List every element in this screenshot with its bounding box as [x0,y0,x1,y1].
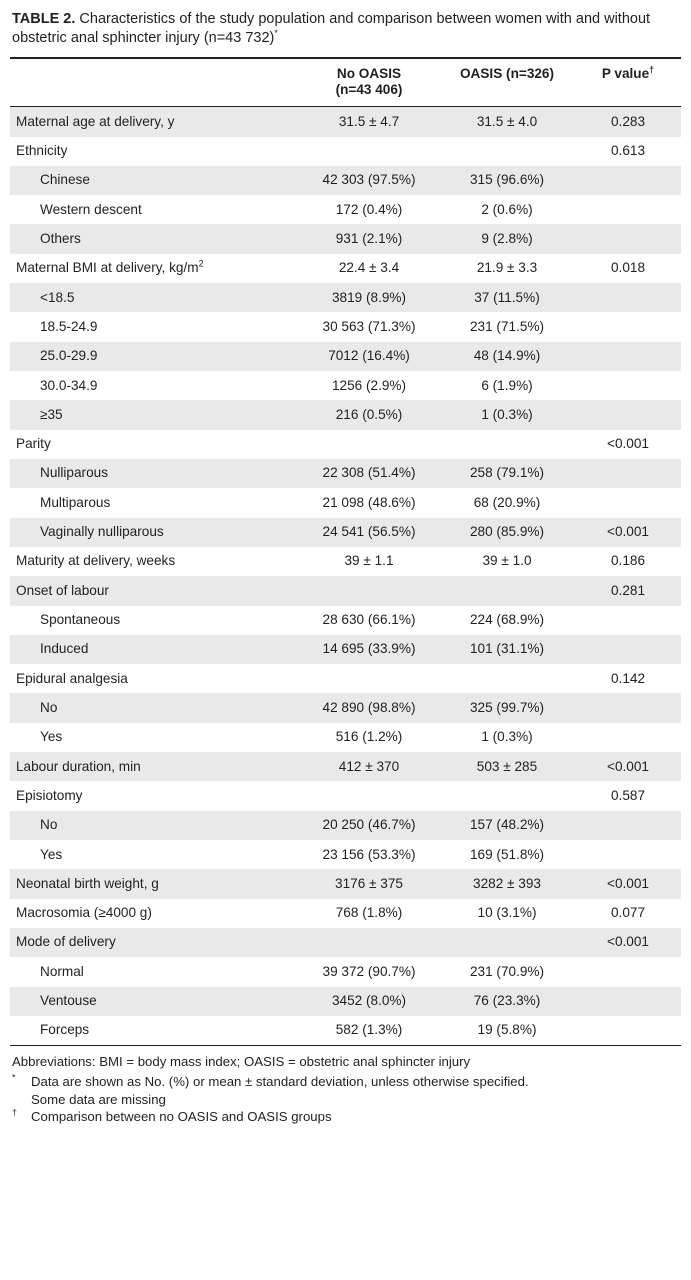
row-label: Epidural analgesia [10,664,299,693]
row-label: Parity [10,430,299,459]
table-row [10,342,681,371]
table-row [10,869,681,898]
row-oasis-value: 280 (85.9%) [439,518,575,547]
table-row [10,195,681,224]
row-label: Induced [10,635,299,664]
table-number: TABLE 2. [12,11,76,27]
table-row [10,987,681,1016]
row-label: Ethnicity [10,137,299,166]
table-row [10,635,681,664]
table-body [10,107,681,1046]
table-row [10,166,681,195]
table-notes [12,1053,679,1126]
row-oasis-value: 169 (51.8%) [439,840,575,869]
row-p-value [575,811,681,840]
row-oasis-value: 1 (0.3%) [439,723,575,752]
row-p-value [575,488,681,517]
row-p-value: <0.001 [575,430,681,459]
row-p-value [575,606,681,635]
row-label: 18.5-24.9 [10,312,299,341]
row-label: 25.0-29.9 [10,342,299,371]
row-oasis-value: 1 (0.3%) [439,400,575,429]
row-oasis-value: 31.5 ± 4.0 [439,107,575,137]
row-label: ≥35 [10,400,299,429]
row-label-superscript: 2 [198,258,204,269]
row-p-value [575,166,681,195]
row-no-oasis-value: 14 695 (33.9%) [299,635,439,664]
table-row [10,371,681,400]
row-oasis-value [439,781,575,810]
row-label: Others [10,224,299,253]
footnote-2-marker: † [12,1108,18,1119]
row-label: Nulliparous [10,459,299,488]
table-head [10,58,681,107]
row-oasis-value [439,928,575,957]
row-no-oasis-value [299,576,439,605]
row-oasis-value: 9 (2.8%) [439,224,575,253]
row-p-value [575,635,681,664]
row-no-oasis-value: 31.5 ± 4.7 [299,107,439,137]
row-no-oasis-value: 172 (0.4%) [299,195,439,224]
abbreviations-note: Abbreviations: BMI = body mass index; OASIS = obstetric anal sphincter injury [12,1054,471,1070]
table-row [10,254,681,283]
row-no-oasis-value [299,928,439,957]
row-label: Maternal BMI at delivery, $kg/m^2$ [10,254,299,283]
row-no-oasis-value: 1256 (2.9%) [299,371,439,400]
row-p-value [575,840,681,869]
table-row [10,957,681,986]
row-oasis-value: 10 (3.1%) [439,899,575,928]
row-oasis-value: 68 (20.9%) [439,488,575,517]
row-p-value: 0.186 [575,547,681,576]
table-row [10,781,681,810]
row-label: Forceps [10,1016,299,1045]
header-row [10,58,681,107]
row-label: Maternal age at delivery, y [10,107,299,137]
caption-footnote-marker: * [274,28,278,39]
row-p-value [575,459,681,488]
row-p-value [575,371,681,400]
row-no-oasis-value [299,664,439,693]
row-no-oasis-value: 516 (1.2%) [299,723,439,752]
row-no-oasis-value: 7012 (16.4%) [299,342,439,371]
row-p-value [575,1016,681,1045]
row-oasis-value [439,576,575,605]
footnote-2 [12,1108,679,1125]
row-no-oasis-value: 412 ± 370 [299,752,439,781]
footnote-1 [12,1073,679,1090]
row-no-oasis-value: 768 (1.8%) [299,899,439,928]
footnote-1-continued: Some data are missing [31,1092,166,1108]
row-no-oasis-value: 20 250 (46.7%) [299,811,439,840]
row-no-oasis-value: 582 (1.3%) [299,1016,439,1045]
header-p-value-marker: † [649,64,655,75]
row-p-value: <0.001 [575,928,681,957]
row-label: Episiotomy [10,781,299,810]
row-oasis-value: 224 (68.9%) [439,606,575,635]
row-label: <18.5 [10,283,299,312]
row-oasis-value: 231 (70.9%) [439,957,575,986]
row-oasis-value: 503 ± 285 [439,752,575,781]
row-p-value [575,723,681,752]
row-oasis-value: 48 (14.9%) [439,342,575,371]
row-label: Yes [10,723,299,752]
row-p-value [575,400,681,429]
row-p-value [575,693,681,722]
row-no-oasis-value: 21 098 (48.6%) [299,488,439,517]
row-p-value: <0.001 [575,518,681,547]
table-row [10,137,681,166]
row-label: 30.0-34.9 [10,371,299,400]
footnote-1-text: Data are shown as No. (%) or mean ± standard deviation, unless otherwise specified. [31,1073,529,1089]
row-oasis-value: 21.9 ± 3.3 [439,254,575,283]
table-bottom-rule [10,1045,681,1046]
characteristics-table [10,57,681,1046]
row-label: Maturity at delivery, weeks [10,547,299,576]
row-p-value [575,957,681,986]
row-oasis-value: 231 (71.5%) [439,312,575,341]
row-no-oasis-value [299,137,439,166]
row-no-oasis-value: 3176 ± 375 [299,869,439,898]
table-row [10,459,681,488]
row-no-oasis-value [299,430,439,459]
header-oasis: OASIS (n=326) [439,58,575,107]
table-row [10,1016,681,1045]
row-no-oasis-value: 3452 (8.0%) [299,987,439,1016]
row-label: Spontaneous [10,606,299,635]
table-row [10,899,681,928]
row-no-oasis-value [299,781,439,810]
row-oasis-value: 325 (99.7%) [439,693,575,722]
row-p-value [575,224,681,253]
row-oasis-value: 101 (31.1%) [439,635,575,664]
row-p-value: 0.283 [575,107,681,137]
header-p-value-text: P value [601,65,650,81]
row-label: No [10,693,299,722]
row-oasis-value [439,137,575,166]
table-row [10,752,681,781]
table-row [10,400,681,429]
row-p-value [575,195,681,224]
row-p-value: 0.142 [575,664,681,693]
row-no-oasis-value: 39 372 (90.7%) [299,957,439,986]
row-no-oasis-value: 30 563 (71.3%) [299,312,439,341]
table-caption-text: Characteristics of the study population and comparison between women with and without obstetric anal sphincter injury (n=43 732) [12,11,651,47]
row-no-oasis-value: 28 630 (66.1%) [299,606,439,635]
row-p-value [575,283,681,312]
row-p-value: <0.001 [575,752,681,781]
row-p-value: 0.613 [575,137,681,166]
row-oasis-value: 315 (96.6%) [439,166,575,195]
table-row [10,811,681,840]
row-oasis-value: 19 (5.8%) [439,1016,575,1045]
row-oasis-value: 157 (48.2%) [439,811,575,840]
row-label: Ventouse [10,987,299,1016]
row-label: Mode of delivery [10,928,299,957]
table-row [10,840,681,869]
row-p-value: 0.018 [575,254,681,283]
row-no-oasis-value: 931 (2.1%) [299,224,439,253]
table-row [10,693,681,722]
row-label: Normal [10,957,299,986]
row-no-oasis-value: 39 ± 1.1 [299,547,439,576]
header-p-value [575,58,681,107]
footnote-1-marker: * [12,1072,16,1083]
row-label: Labour duration, min [10,752,299,781]
table-caption [12,10,679,49]
row-oasis-value: 6 (1.9%) [439,371,575,400]
table-row [10,928,681,957]
table-row [10,312,681,341]
row-oasis-value: 39 ± 1.0 [439,547,575,576]
row-no-oasis-value: 22.4 ± 3.4 [299,254,439,283]
row-oasis-value [439,664,575,693]
header-no-oasis [299,58,439,107]
row-no-oasis-value: 3819 (8.9%) [299,283,439,312]
header-no-oasis-line2: (n=43 406) [335,81,403,97]
row-no-oasis-value: 22 308 (51.4%) [299,459,439,488]
row-label: Western descent [10,195,299,224]
table-row [10,664,681,693]
row-oasis-value: 258 (79.1%) [439,459,575,488]
header-characteristic [10,58,299,107]
row-label: Vaginally nulliparous [10,518,299,547]
header-no-oasis-line1: No OASIS [336,65,402,81]
row-oasis-value: 2 (0.6%) [439,195,575,224]
row-no-oasis-value: 216 (0.5%) [299,400,439,429]
table-row [10,518,681,547]
row-no-oasis-value: 42 890 (98.8%) [299,693,439,722]
table-row [10,430,681,459]
row-p-value: 0.281 [575,576,681,605]
table-row [10,576,681,605]
row-p-value: <0.001 [575,869,681,898]
footnote-2-text: Comparison between no OASIS and OASIS groups [31,1109,332,1125]
row-oasis-value: 3282 ± 393 [439,869,575,898]
row-label: No [10,811,299,840]
table-row [10,488,681,517]
row-p-value [575,312,681,341]
table-row [10,283,681,312]
row-label: Chinese [10,166,299,195]
row-oasis-value: 37 (11.5%) [439,283,575,312]
table-row [10,606,681,635]
row-oasis-value: 76 (23.3%) [439,987,575,1016]
table-row [10,547,681,576]
row-no-oasis-value: 23 156 (53.3%) [299,840,439,869]
row-oasis-value [439,430,575,459]
table-row [10,224,681,253]
table-row [10,107,681,137]
row-label: Neonatal birth weight, g [10,869,299,898]
table-row [10,723,681,752]
row-p-value [575,987,681,1016]
row-p-value: 0.587 [575,781,681,810]
row-label: Yes [10,840,299,869]
row-no-oasis-value: 24 541 (56.5%) [299,518,439,547]
row-label: Onset of labour [10,576,299,605]
row-label: Multiparous [10,488,299,517]
row-label: Macrosomia (≥4000 g) [10,899,299,928]
row-no-oasis-value: 42 303 (97.5%) [299,166,439,195]
row-p-value [575,342,681,371]
row-p-value: 0.077 [575,899,681,928]
